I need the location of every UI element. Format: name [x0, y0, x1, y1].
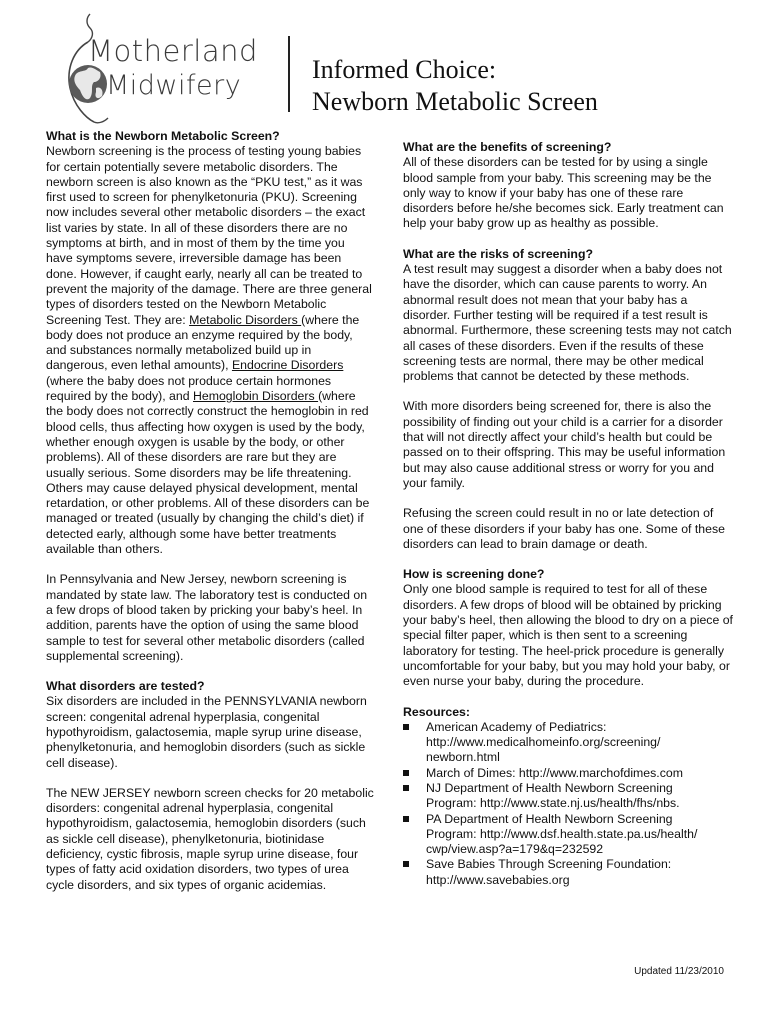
logo-text-line1: Motherland: [88, 34, 258, 68]
risks-heading: What are the risks of screening?: [403, 246, 593, 261]
document-title: [312, 54, 598, 118]
bullet-square-icon: [403, 724, 409, 730]
what-is-heading: What is the Newborn Metabolic Screen?: [46, 129, 280, 143]
risks-section: [403, 247, 733, 385]
endocrine-disorders-term: Endocrine Disorders: [231, 358, 344, 373]
nj-disorders-paragraph: The NEW JERSEY newborn screen checks for 20 metabolic disorders: congenital adrenal hyperplasia, congenital hypothyroidism, galactosemia, hemoglobin disorders (such as sickle cell disease), phenylketonuria, biotinidase deficiency, cystic fibrosis, maple syrup urine disease, four types of fatty acid oxidation disorders, two types of urea cycle disorders, and six types of organic acidemias.: [46, 785, 374, 892]
resource-item[interactable]: American Academy of Pediatrics: http://www.medicalhomeinfo.org/screening/ newborn.html: [403, 720, 733, 766]
title-line1: Informed Choice:: [312, 55, 497, 84]
resource-item[interactable]: NJ Department of Health Newborn Screening Program: http://www.state.nj.us/health/fhs/nbs.: [403, 781, 733, 812]
carrier-paragraph: With more disorders being screened for, there is also the possibility of finding out your child is a carrier for a disorder that will not directly affect your child’s health but could be passed on to their offspring. This may be useful information but may also cause additional stress or worry for you and your family.: [403, 399, 726, 490]
bullet-square-icon: [403, 770, 409, 776]
how-text: Only one blood sample is required to test for all of these disorders. A few drops of blood will be obtained by pricking your baby’s heel, then allowing the blood to dry on a piece of special filter paper, which is then sent to a screening laboratory for testing. The heel-prick procedure is generally uncomfortable for your baby, but you may hold your baby, or even nurse your baby, during the procedure.: [403, 582, 733, 689]
disorders-tested-heading: What disorders are tested?: [46, 679, 205, 694]
state-law-paragraph: In Pennsylvania and New Jersey, newborn screening is mandated by state law. The laboratory test is conducted on a few drops of blood taken by pricking your baby’s heel. In addition, parents have the option of using the same blood sample to test for several other metabolic disorders (called supplemental screening).: [46, 572, 368, 663]
updated-date: Updated 11/23/2010: [634, 966, 724, 977]
resources-section: [403, 705, 733, 889]
title-line2: Newborn Metabolic Screen: [312, 87, 598, 116]
resource-item[interactable]: PA Department of Health Newborn Screening Program: http://www.dsf.health.state.pa.us/health/ cwp/view.asp?a=179&q=232592: [403, 812, 733, 858]
logo: [60, 12, 270, 127]
bullet-square-icon: [403, 861, 409, 867]
header-divider: [288, 36, 290, 112]
how-section: [403, 567, 733, 689]
pa-disorders-section: [46, 679, 374, 771]
hemoglobin-disorders-term: Hemoglobin Disorders: [192, 389, 319, 404]
what-is-section: [46, 129, 374, 557]
pa-disorders-text: Six disorders are included in the PENNSYLVANIA newborn screen: congenital adrenal hyperplasia, congenital hypothyroidism, galactosemia, maple syrup urine disease, phenylketonuria, and hemoglobin disorders (such as sickle cell disease).: [46, 694, 367, 770]
bullet-square-icon: [403, 785, 409, 791]
resources-list: [403, 720, 733, 888]
right-column: [403, 140, 733, 888]
logo-text-line2: Midwifery: [106, 70, 242, 101]
benefits-heading: What are the benefits of screening?: [403, 140, 612, 154]
resource-item[interactable]: March of Dimes: http://www.marchofdimes.com: [403, 766, 733, 781]
benefits-text: All of these disorders can be tested for by using a single blood sample from your baby. This screening may be the only way to know if your baby has one of these rare disorders before he/she becomes sick. Early treatment can help your baby grow up as healthy as possible.: [403, 155, 724, 231]
benefits-section: [403, 140, 733, 232]
left-column: [46, 129, 374, 893]
refusal-paragraph: Refusing the screen could result in no or late detection of one of these disorders if your baby has one. Some of these disorders can lead to brain damage or death.: [403, 506, 725, 551]
resources-heading: Resources:: [403, 704, 470, 719]
resource-item[interactable]: Save Babies Through Screening Foundation: http://www.savebabies.org: [403, 857, 733, 888]
bullet-square-icon: [403, 816, 409, 822]
what-is-text-mid1: (where the body does not produce an enzyme required by the body, and substances normally metabolized build up in dangerous, even lethal amounts),: [46, 312, 360, 373]
risks-text: A test result may suggest a disorder when a baby does not have the disorder, which can cause parents to worry. An abnormal result does not mean that your baby has a disorder. Further testing will be required if a test result is abnormal. Furthermore, these screening tests may not catch all cases of these disorders. Even if the results of these screening tests are normal, there may be other medical problems that cannot be detected by these methods.: [403, 262, 732, 384]
metabolic-disorders-term: Metabolic Disorders: [189, 312, 302, 327]
what-is-text-start: Newborn screening is the process of testing young babies for certain potentially severe metabolic disorders. The newborn screen is also known as the “PKU test,” as it was first used to screen for phenylketonuria (PKU). Screening now includes several other metabolic disorders – the exact list varies by state. In all of these disorders there are no symptoms at birth, and in most of them by the time you have symptoms severe, irreversible damage has been done. However, if caught early, nearly all can be treated to prevent the majority of the damage. There are three general types of disorders tested on the Newborn Metabolic Screening Test. They are:: [46, 144, 372, 327]
how-heading: How is screening done?: [403, 567, 545, 582]
what-is-text-mid2: (where the baby does not produce certain hormones required by the body), and: [46, 373, 332, 404]
what-is-text-end: (where the body does not correctly construct the hemoglobin in red blood cells, thus affecting how oxygen is used by the body, whether enough oxygen is usable by the body, or other problems). All of these disorders are rare but they are usually serious. Some disorders may be life threatening. Others may cause delayed physical development, mental retardation, or other problems. All of these disorders can be managed or treated (usually by changing the child’s diet) if detected early, although some have better treatments available than others.: [46, 389, 370, 557]
